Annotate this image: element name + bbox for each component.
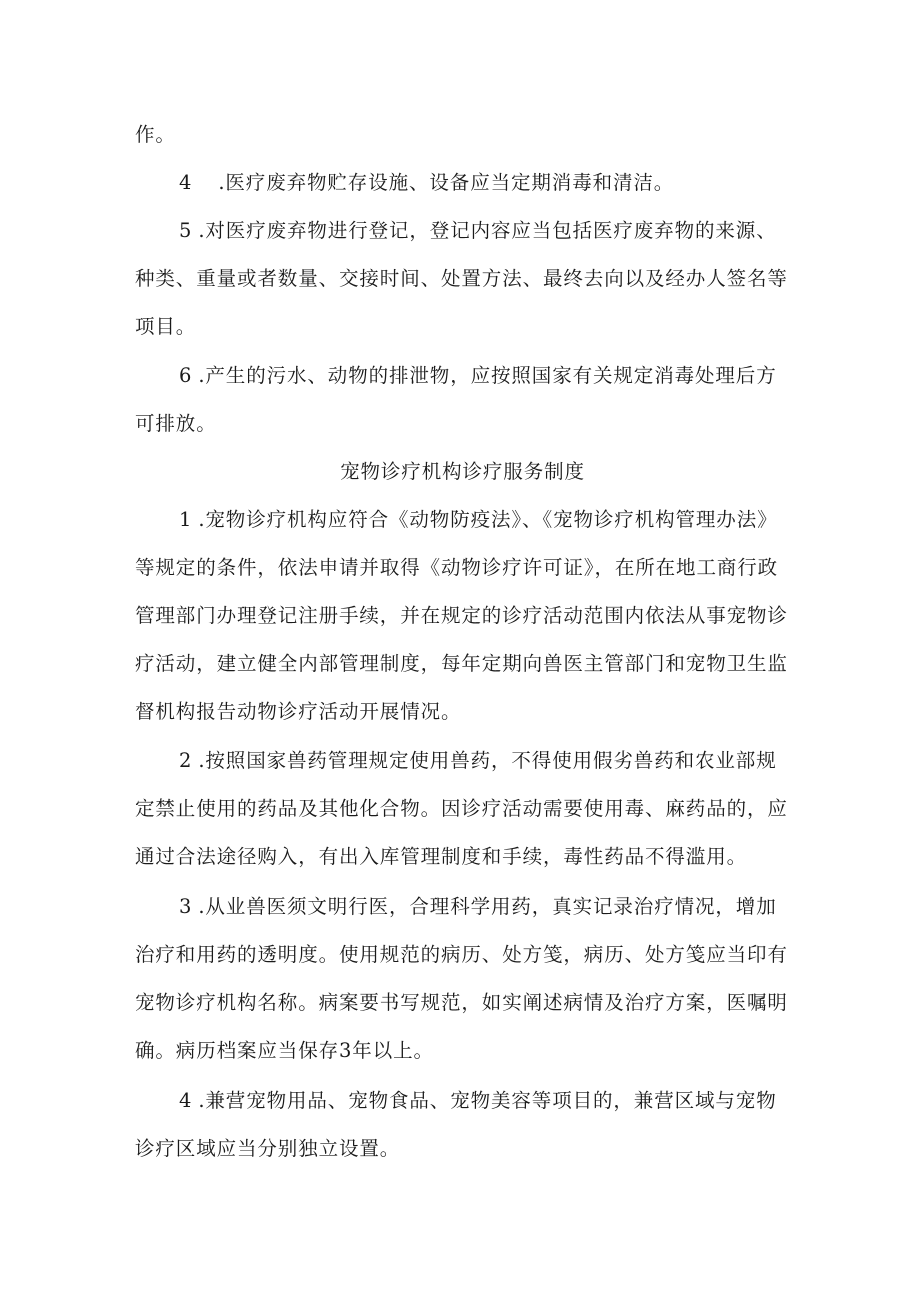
paragraph-line <box>135 409 217 439</box>
line-text: 项目。 <box>135 315 197 338</box>
line-text: .对医疗废弃物进行登记，登记内容应当包括医疗废弃物的来源、 <box>198 219 777 242</box>
line-text: .兼营宠物用品、宠物食品、宠物美容等项目的，兼营区域与宠物 <box>198 1089 777 1112</box>
list-item-2 <box>179 746 777 776</box>
line-text: 可排放。 <box>135 412 217 435</box>
line-text: .医疗废弃物贮存设施、设备应当定期消毒和清洁。 <box>218 171 675 194</box>
item-number: 4 <box>179 171 193 194</box>
item-number: 5 <box>179 219 193 242</box>
line-text: 确。病历档案应当保存3年以上。 <box>135 1039 434 1062</box>
section-title: 宠物诊疗机构诊疗服务制度 <box>340 460 585 483</box>
line-text: 种类、重量或者数量、交接时间、处置方法、最终去向以及经办人签名等 <box>135 267 788 290</box>
line-text: 通过合法途径购入，有出入库管理制度和手续，毒性药品不得滥用。 <box>135 845 748 868</box>
line-text: .宠物诊疗机构应符合《动物防疫法》、《宠物诊疗机构管理办法》 <box>198 508 778 531</box>
line-text: 督机构报告动物诊疗活动开展情况。 <box>135 700 462 723</box>
line-text: 诊疗区域应当分别独立设置。 <box>135 1137 401 1160</box>
line-text: 管理部门办理登记注册手续，并在规定的诊疗活动范围内依法从事宠物诊 <box>135 604 788 627</box>
paragraph-line <box>135 794 788 824</box>
paragraph-line <box>135 120 176 150</box>
paragraph-line <box>135 988 788 1018</box>
list-item-3 <box>179 892 777 922</box>
list-item-4 <box>179 168 674 198</box>
item-number: 6 <box>179 364 193 387</box>
paragraph-line <box>135 264 788 294</box>
line-text: 等规定的条件，依法申请并取得《动物诊疗许可证》，在所在地工商行政 <box>135 556 779 579</box>
paragraph-line <box>135 697 461 727</box>
item-number: 3 <box>179 895 193 918</box>
line-text: .从业兽医须文明行医，合理科学用药，真实记录治疗情况，增加 <box>198 895 777 918</box>
list-item-1 <box>179 505 778 535</box>
list-item-5 <box>179 216 777 246</box>
line-text: .产生的污水、动物的排泄物，应按照国家有关规定消毒处理后方 <box>198 364 777 387</box>
paragraph-line <box>135 649 788 679</box>
item-number: 2 <box>179 749 193 772</box>
paragraph-line <box>135 312 196 342</box>
paragraph-line <box>135 842 747 872</box>
item-number: 4 <box>179 1089 193 1112</box>
paragraph-line <box>135 553 778 583</box>
line-text: .按照国家兽药管理规定使用兽药，不得使用假劣兽药和农业部规 <box>198 749 777 772</box>
paragraph-line <box>135 1036 434 1066</box>
paragraph-line <box>135 601 788 631</box>
line-text: 宠物诊疗机构名称。病案要书写规范，如实阐述病情及治疗方案，医嘱明 <box>135 991 788 1014</box>
paragraph-line <box>135 1134 400 1164</box>
line-text: 治疗和用药的透明度。使用规范的病历、处方笺，病历、处方笺应当印有 <box>135 943 788 966</box>
item-number: 1 <box>179 508 193 531</box>
list-item-4b <box>179 1086 777 1116</box>
paragraph-line <box>135 940 788 970</box>
line-text: 疗活动，建立健全内部管理制度，每年定期向兽医主管部门和宠物卫生监 <box>135 652 788 675</box>
line-text: 作。 <box>135 123 176 146</box>
list-item-6 <box>179 361 777 391</box>
line-text: 定禁止使用的药品及其他化合物。因诊疗活动需要使用毒、麻药品的，应 <box>135 797 788 820</box>
